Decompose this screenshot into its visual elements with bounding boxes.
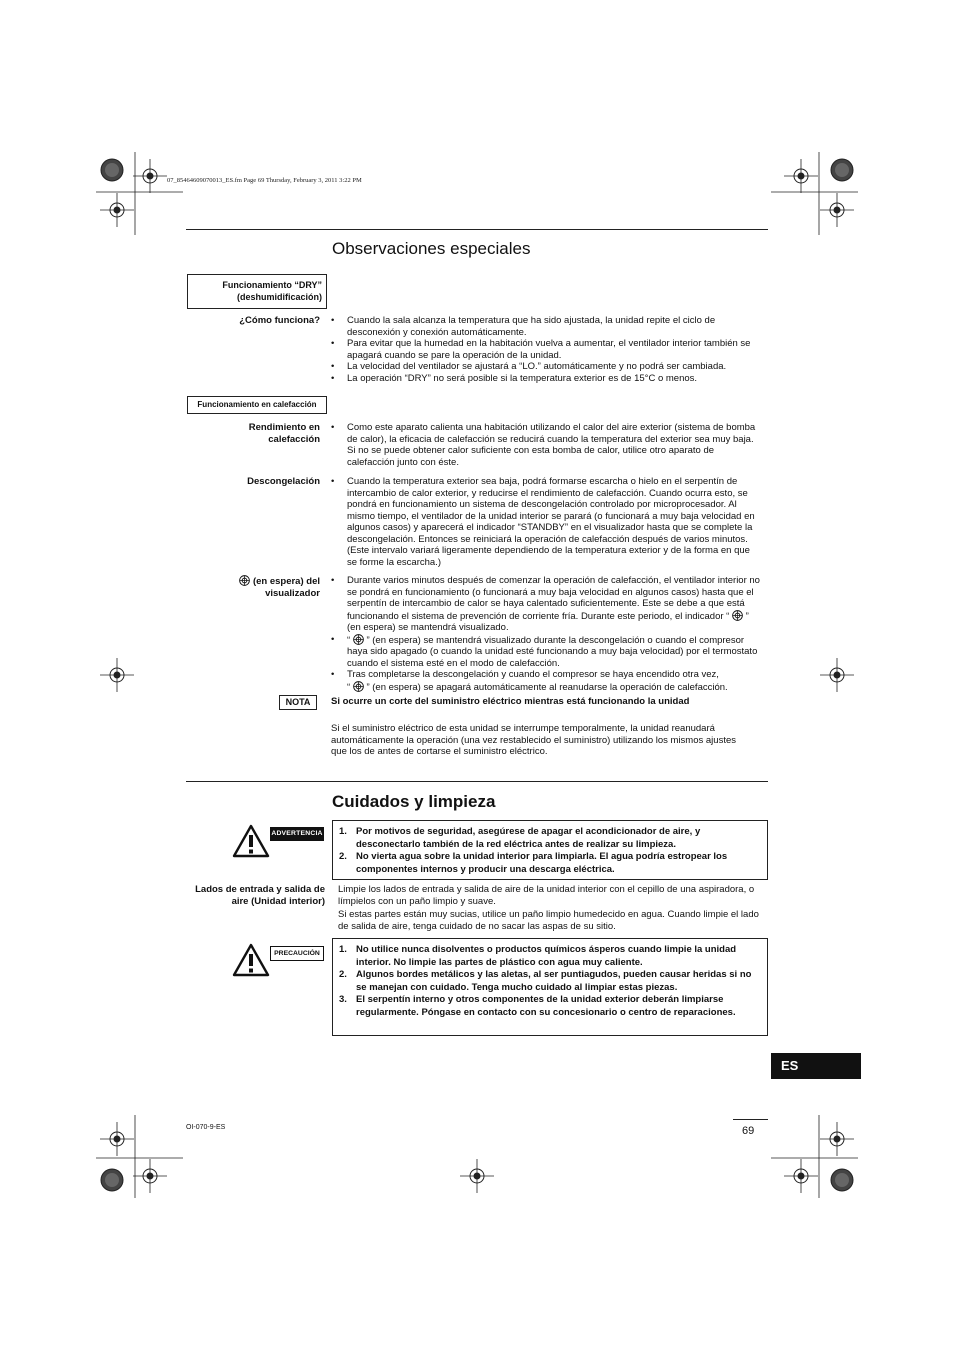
standby-display-label	[222, 575, 320, 600]
precaucion-box	[332, 938, 768, 1036]
standby-bullet	[331, 634, 761, 670]
rendimiento-text: • Como este aparato calienta una habitación utilizando el calor del aire exterior (sistema de bomba de calor), la eficacia de calefacción se reducirá cuando la temperatura del exterior sea muy baja. Si no se puede obtener calor suficiente con esta bomba de calor, utilice otro aparato de calefacción junto con éste.	[331, 422, 761, 468]
item-text: No utilice nunca disolventes o productos químicos ásperos cuando limpie la unidad interior. No limpie las partes de plástico con agua muy caliente.	[356, 944, 737, 968]
standby-bullet	[331, 669, 761, 693]
item-text: Algunos bordes metálicos y las aletas, al ser puntiagudos, pueden causar heridas si no se manejan con cuidado. Tenga mucho cuidado al limpiar estas piezas.	[356, 969, 752, 993]
rendimiento-label: Rendimiento en calefacción	[248, 422, 320, 445]
item-number: 3.	[339, 994, 347, 1005]
section-divider-top	[186, 229, 768, 230]
standby-bullet-text-end: ” (en espera) se apagará automáticamente al reanudarse la operación de calefacción.	[366, 681, 728, 693]
descongelacion-label: Descongelación	[247, 476, 320, 487]
page-number: 69	[742, 1125, 755, 1137]
precaucion-item	[339, 994, 761, 1019]
standby-icon	[353, 634, 364, 645]
nota-title: Si ocurre un corte del suministro eléctrico mientras está funcionando la unidad	[331, 696, 690, 707]
como-funciona-label: ¿Cómo funciona?	[239, 315, 320, 326]
como-bullet: • La velocidad del ventilador se ajustará a “LO.” automáticamente y no podrá ser cambiada.	[331, 361, 761, 373]
rendimiento-body	[331, 422, 761, 468]
section-divider-middle	[186, 781, 768, 782]
advertencia-item	[339, 826, 761, 851]
precaucion-tag: PRECAUCIÓN	[270, 946, 324, 961]
item-number: 2.	[339, 851, 347, 862]
precaucion-item	[339, 944, 761, 969]
warning-triangle-icon	[232, 823, 270, 859]
advertencia-tag: ADVERTENCIA	[270, 827, 324, 841]
caution-triangle-icon	[232, 942, 270, 978]
nota-badge-text: NOTA	[285, 697, 311, 707]
item-text: No vierta agua sobre la unidad interior para limpiarla. El agua podría estropear los componentes internos y producir una descarga eléctrica.	[356, 851, 728, 875]
descongelacion-body	[331, 476, 761, 568]
standby-icon	[353, 681, 364, 692]
dry-operation-label-text: Funcionamiento “DRY” (deshumidificación)	[222, 280, 322, 302]
nota-body: Si el suministro eléctrico de esta unidad se interrumpe temporalmente, la unidad reanudará automáticamente la operación (una vez restablecido el suministro) utilizando los mismos ajustes que los de antes de cortarse el suministro eléctrico.	[331, 723, 736, 757]
standby-bullet-text: Tras completarse la descongelación y cuando el compresor se haya encendido otra vez,	[347, 669, 719, 680]
item-text: El serpentín interno y otros componentes de la unidad exterior deberán limpiarse regularmente. Póngase en contacto con su concesionario o centro de reparaciones.	[356, 994, 736, 1018]
nota-badge	[279, 695, 317, 710]
standby-bullet	[331, 575, 761, 634]
standby-display-label-text: (en espera) del visualizador	[252, 576, 320, 599]
precaucion-item	[339, 969, 761, 994]
standby-bullet-quote: “	[347, 681, 351, 693]
item-text: Por motivos de seguridad, asegúrese de apagar el acondicionador de aire, y desconectarlo también de la red eléctrica antes de realizar su limpieza.	[356, 826, 701, 850]
dry-operation-label	[187, 274, 327, 309]
standby-icon	[239, 575, 250, 586]
standby-bullet-text-end: ” (en espera) se mantendrá visualizado.	[347, 610, 749, 633]
standby-icon	[732, 610, 743, 621]
item-number: 1.	[339, 826, 347, 837]
standby-bullet-quote: “	[347, 634, 351, 646]
advertencia-box	[332, 820, 768, 880]
lados-label: Lados de entrada y salida de aire (Unidad interior)	[195, 884, 325, 907]
section-title-observaciones: Observaciones especiales	[332, 239, 531, 258]
language-tab: ES	[771, 1053, 861, 1079]
descongelacion-text: • Cuando la temperatura exterior sea baja, podrá formarse escarcha o hielo en el serpentín de intercambio de calor exterior, y reducirse el rendimiento de calefacción. Cuando ocurra esto, se pondrá en funcionamiento un sistema de descongelación controlado por microprocesador. Al mismo tiempo, el ventilador de la unidad interior se parará (o funcionará a muy baja velocidad en algunos casos) y aparecerá el indicador “STANDBY” en el visualizador hasta que se complete la descongelación. Entonces se reiniciará la operación de calefacción después de varios minutos. (Este intervalo variará ligeramente dependiendo de la temperatura exterior y de la forma en que se forme la escarcha.)	[331, 476, 761, 568]
heating-operation-label-text: Funcionamiento en calefacción	[197, 400, 317, 409]
standby-display-body	[331, 575, 761, 693]
standby-bullet-text: Durante varios minutos después de comenzar la operación de calefacción, el ventilador interior no se pondrá en funcionamiento (o funcionará a muy baja velocidad en algunos casos) hasta que el serpentín de intercambio de calor se haya calentado suficientemente. Este se debe a que está funcionando el sistema de prevención de corriente fría. Durante este periodo, el indicador “	[347, 575, 760, 622]
lados-body-1: Limpie los lados de entrada y salida de aire de la unidad interior con el cepillo de una aspiradora, o límpielos con un paño limpio y suave.	[338, 884, 755, 907]
file-header-line: 07_85464609070013_ES.fm Page 69 Thursday, February 3, 2011 3:22 PM	[167, 177, 362, 184]
como-funciona-body	[331, 315, 761, 384]
advertencia-item	[339, 851, 761, 876]
section-title-cuidados: Cuidados y limpieza	[332, 792, 496, 811]
item-number: 2.	[339, 969, 347, 980]
page-number-rule	[733, 1119, 768, 1120]
como-bullet: • La operación “DRY” no será posible si la temperatura exterior es de 15°C o menos.	[331, 373, 761, 385]
document-code: OI-070-9-ES	[186, 1124, 226, 1131]
lados-body-2: Si estas partes están muy sucias, utilice un paño limpio humedecido en agua. Cuando limpie el lado de salida de aire, tenga cuidado de no sacar las aspas de su sitio.	[338, 909, 759, 932]
como-bullet: • Para evitar que la humedad en la habitación vuelva a aumentar, el ventilador interior también se apagará cuando se pare la operación de la unidad.	[331, 338, 761, 361]
heating-operation-label	[187, 396, 327, 414]
item-number: 1.	[339, 944, 347, 955]
como-bullet: • Cuando la sala alcanza la temperatura que ha sido ajustada, la unidad repite el ciclo de desconexión y conexión automáticamente.	[331, 315, 761, 338]
standby-bullet-text: ” (en espera) se mantendrá visualizado durante la descongelación o cuando el compresor haya sido apagado (o cuando la unidad esté funcionando a muy baja velocidad) por el termostato cuando el sistema esté en el modo de calefacción.	[347, 634, 758, 669]
